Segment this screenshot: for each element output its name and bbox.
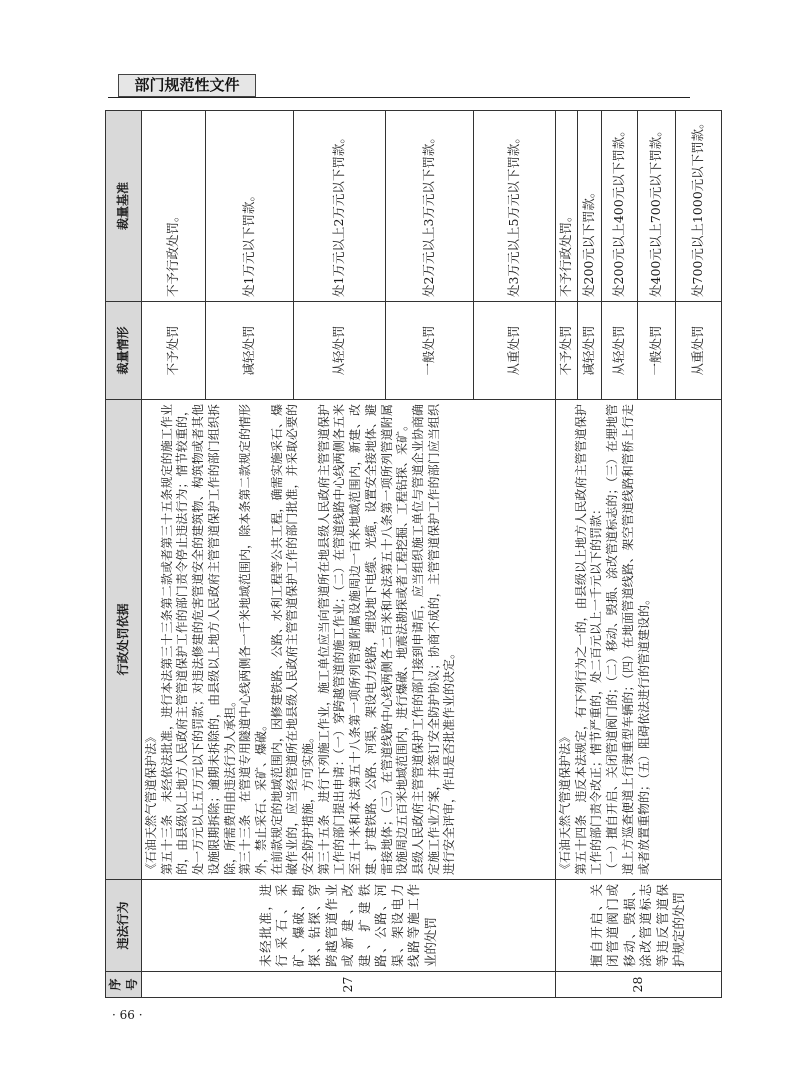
header-act: 违法行为 <box>106 880 142 972</box>
header-standard: 裁量基准 <box>106 111 142 302</box>
table-row <box>556 111 578 998</box>
standard-cell: 处2万元以上3万元以下罚款。 <box>386 111 474 302</box>
row-act: 擅自开启、关闭管道阀门或移动、毁损、涂改管道标志等违反管道保护规定的处罚 <box>556 880 722 972</box>
situation-cell: 从轻处罚 <box>294 302 386 400</box>
situation-cell: 不予处罚 <box>556 302 578 400</box>
situation-cell: 从重处罚 <box>675 302 721 400</box>
standard-cell: 处1万元以上2万元以下罚款。 <box>294 111 386 302</box>
law-title: 《石油天然气管道保护法》 <box>144 730 158 875</box>
basis-paragraph: 第三十五条 进行下列施工作业，施工单位应当向管道所在地县级人民政府主管管道保护工作的部门提出申请：（一）穿跨越管道的施工作业；（二）在管道线路中心线两侧各五米至五十米和本法第五十八条第一项所列管道附属设施周边一百米地域范围内，新建、改建、扩建铁路、公路、河渠，架设电力线路，埋设地下电缆、光缆，设置安全接地体、避雷接地体；（三）在管道线路中心线两侧各二百米和本法第五十八条第一项所列管道附属设施周边五百米地域范围内，进行爆破、地震法勘探或者工程挖掘、工程钻探、采矿。 <box>316 404 410 875</box>
situation-cell: 减轻处罚 <box>577 302 601 400</box>
standard-cell: 处200元以下罚款。 <box>577 111 601 302</box>
header-divider <box>108 97 690 98</box>
basis-paragraph: 第五十三条 未经依法批准，进行本法第三十三条第二款或者第三十五条规定的施工作业的，由县级以上地方人民政府主管管道保护工作的部门责令停止违法行为；情节较重的，处一万元以上五万元以下的罚款；对违法修建的危害管道安全的建筑物、构筑物或者其他设施限期拆除；逾期未拆除的，由县级以上地方人民政府主管管道保护工作的部门组织拆除，所需费用由违法行为人承担。 <box>159 404 237 875</box>
standard-cell: 处3万元以上5万元以下罚款。 <box>474 111 556 302</box>
penalty-discretion-table <box>105 110 722 998</box>
situation-cell: 不予处罚 <box>142 302 206 400</box>
situation-cell: 从轻处罚 <box>601 302 637 400</box>
standard-cell: 处1万元以下罚款。 <box>206 111 294 302</box>
standard-cell: 不予行政处罚。 <box>556 111 578 302</box>
header-situation: 裁量情形 <box>106 302 142 400</box>
row-act: 未经批准，进行采石、采矿、爆破、勘探、钻探、穿跨越管道作业或新建、改建、扩建铁路、公路、河渠、架设电力线路等施工作业的处罚 <box>142 880 556 972</box>
table-row <box>142 111 206 998</box>
basis-paragraph: 在前款规定的地域范围内，因修建铁路、公路、水利工程等公共工程，确需实施采石、爆破作业的，应当经管道所在地县级人民政府主管管道保护工作的部门批准，并采取必要的安全防护措施，方可实施。 <box>269 404 316 875</box>
basis-paragraph: 第五十四条 违反本法规定，有下列行为之一的，由县级以上地方人民政府主管管道保护工作的部门责令改正；情节严重的，处二百元以上一千元以下的罚款： <box>573 404 604 875</box>
basis-paragraph: 县级人民政府主管管道保护工作的部门接到申请后，应当组织施工单位与管道企业协商确定施工作业方案，并签订安全防护协议；协商不成的，主管管道保护工作的部门应当组织进行安全评审，作出是否批准作业的决定。 <box>410 404 457 875</box>
header-basis: 行政处罚依据 <box>106 400 142 880</box>
row-basis <box>142 400 556 880</box>
situation-cell: 减轻处罚 <box>206 302 294 400</box>
row-seq: 28 <box>556 972 722 998</box>
situation-cell: 一般处罚 <box>386 302 474 400</box>
header-title: 部门规范性文件 <box>118 74 256 97</box>
page-number: · 66 · <box>112 1008 143 1022</box>
table-header-row <box>106 111 142 998</box>
law-title: 《石油天然气管道保护法》 <box>558 730 572 875</box>
basis-paragraph: （一）擅自开启、关闭管道阀门的；（二）移动、毁损、涂改管道标志的；（三）在埋地管道上方巡查便道上行驶重型车辆的；（四）在地面管道线路、架空管道线路和管桥上行走或者放置重物的；（五）阻碍依法进行的管道建设的。 <box>605 404 651 875</box>
row-seq: 27 <box>142 972 556 998</box>
standard-cell: 不予行政处罚。 <box>142 111 206 302</box>
basis-paragraph: 第三十三条 在管道专用隧道中心线两侧各一千米地域范围内，除本条第二款规定的情形外，禁止采石、采矿、爆破。 <box>238 404 268 875</box>
situation-cell: 从重处罚 <box>474 302 556 400</box>
standard-cell: 处200元以上400元以下罚款。 <box>601 111 637 302</box>
situation-cell: 一般处罚 <box>637 302 675 400</box>
header-seq: 序号 <box>106 972 142 998</box>
standard-cell: 处400元以上700元以下罚款。 <box>637 111 675 302</box>
standard-cell: 处700元以上1000元以下罚款。 <box>675 111 721 302</box>
row-basis <box>556 400 722 880</box>
rotated-table-block <box>105 111 705 998</box>
